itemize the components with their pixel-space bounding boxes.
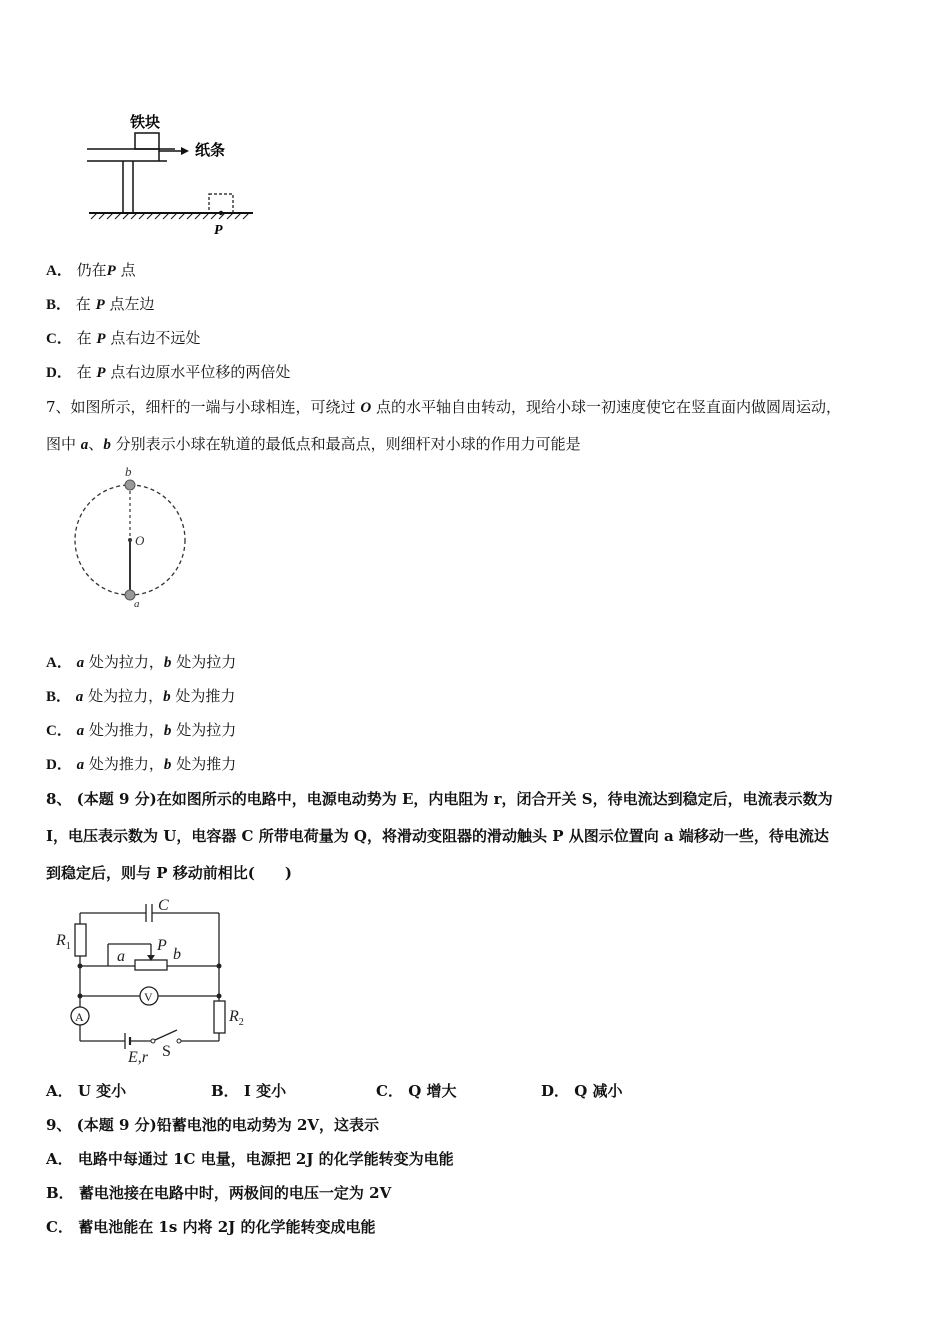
q7-option-a[interactable]: A． a 处为拉力，b 处为拉力 bbox=[46, 653, 237, 671]
label-emf: E,r bbox=[128, 1049, 148, 1066]
q9-option-c[interactable]: C． 蓄电池能在 1s 内将 2J 的化学能转变成电能 bbox=[46, 1218, 376, 1236]
label-o: O bbox=[135, 533, 145, 548]
q7-option-b[interactable]: B． a 处为拉力，b 处为推力 bbox=[46, 687, 236, 705]
q7-stem-line2: 图中 a、b 分别表示小球在轨道的最低点和最高点，则细杆对小球的作用力可能是 bbox=[46, 435, 581, 453]
q8-option-c[interactable]: C． Q 增大 bbox=[376, 1082, 457, 1100]
label-b: b bbox=[125, 464, 132, 479]
q9-stem: 9、 (本题 9 分)铅蓄电池的电动势为 2V，这表示 bbox=[46, 1116, 380, 1134]
q6-option-a[interactable]: A． 仍在P 点 bbox=[46, 261, 136, 279]
block-label: 铁块 bbox=[130, 115, 161, 131]
voltmeter-label: V bbox=[144, 990, 153, 1004]
label-c: C bbox=[158, 897, 169, 914]
label-b: b bbox=[173, 946, 181, 963]
ammeter-label: A bbox=[75, 1010, 84, 1024]
label-r2: $R_2$ bbox=[229, 1008, 244, 1028]
q6-option-d[interactable]: D． 在 P 点右边原水平位移的两倍处 bbox=[46, 363, 291, 381]
q9-option-b[interactable]: B． 蓄电池接在电路中时，两极间的电压一定为 2V bbox=[46, 1184, 392, 1202]
q8-stem-line2: I，电压表示数为 U，电容器 C 所带电荷量为 Q，将滑动变阻器的滑动触头 P 从图示位置向 a 端移动一些，待电流达 bbox=[46, 827, 829, 845]
q7-option-d[interactable]: D． a 处为推力，b 处为推力 bbox=[46, 755, 237, 773]
q8-stem-line1: 8、 (本题 9 分)在如图所示的电路中，电源电动势为 E，内电阻为 r，闭合开关 S，待电流达到稳定后，电流表示数为 bbox=[46, 790, 833, 808]
circular-motion-figure bbox=[68, 460, 198, 610]
iron-block bbox=[135, 133, 159, 149]
arrow-right-icon bbox=[181, 147, 189, 155]
q6-option-c[interactable]: C． 在 P 点右边不远处 bbox=[46, 329, 201, 347]
resistor-r1 bbox=[75, 924, 86, 956]
q9-option-a[interactable]: A． 电路中每通过 1C 电量，电源把 2J 的化学能转变为电能 bbox=[46, 1150, 454, 1168]
landing-position bbox=[209, 194, 233, 213]
q8-option-b[interactable]: B． I 变小 bbox=[211, 1082, 287, 1100]
q8-option-d[interactable]: D． Q 减小 bbox=[541, 1082, 623, 1100]
ball-top bbox=[125, 480, 135, 490]
pivot-o bbox=[128, 538, 132, 542]
q8-option-a[interactable]: A． U 变小 bbox=[46, 1082, 127, 1100]
paper-strip-figure bbox=[85, 105, 260, 240]
q8-stem-line3: 到稳定后，则与 P 移动前相比( ) bbox=[46, 864, 292, 882]
q7-stem-line1: 7、如图所示，细杆的一端与小球相连，可绕过 O 点的水平轴自由转动，现给小球一初速度使它在竖直面内做圆周运动， bbox=[46, 398, 841, 416]
label-p: P bbox=[157, 937, 167, 954]
paper-label: 纸条 bbox=[195, 143, 226, 159]
q6-option-b[interactable]: B． 在 P 点左边 bbox=[46, 295, 155, 313]
label-r1: $R_1$ bbox=[56, 932, 71, 952]
q7-option-c[interactable]: C． a 处为推力，b 处为拉力 bbox=[46, 721, 237, 739]
point-p-label: P bbox=[214, 223, 223, 238]
resistor-r2 bbox=[214, 1001, 225, 1033]
circuit-figure bbox=[50, 893, 260, 1068]
label-switch: S bbox=[162, 1043, 171, 1060]
switch-lever bbox=[155, 1030, 177, 1040]
label-a: a bbox=[134, 598, 140, 610]
label-a: a bbox=[117, 948, 125, 965]
rheostat bbox=[135, 960, 167, 970]
